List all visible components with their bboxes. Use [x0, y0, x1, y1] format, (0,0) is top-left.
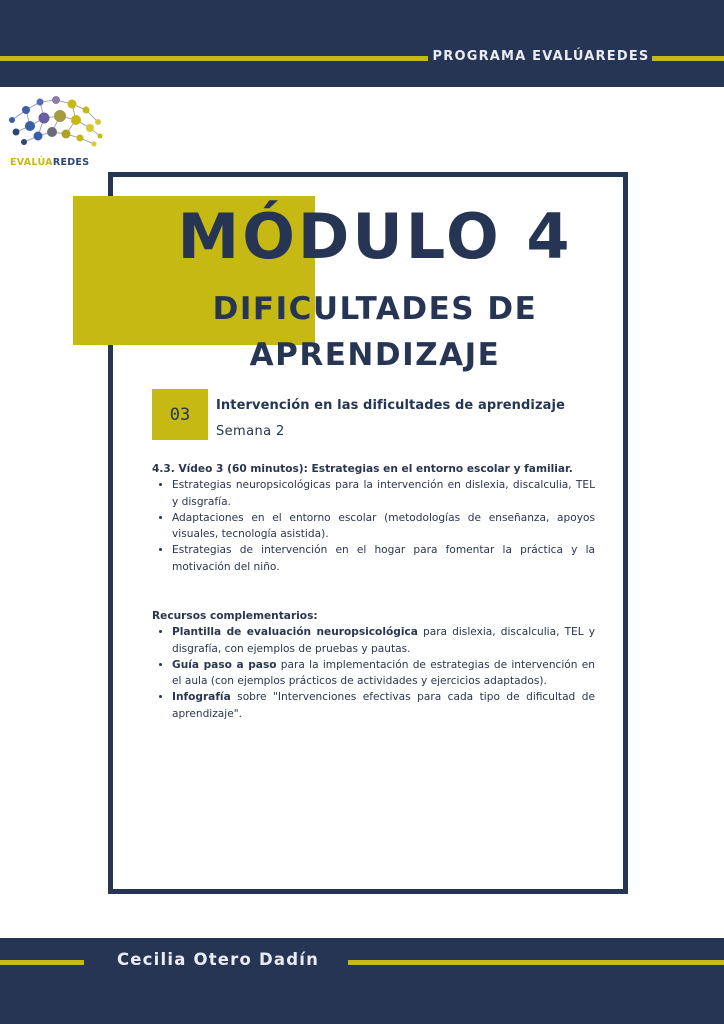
resource-description: para dislexia, discalculia, TEL y disgrafía, con ejemplos de pruebas y pautas.: [172, 626, 595, 655]
logo-text-evalua: EVALÚA: [10, 157, 53, 168]
module-title: MÓDULO 4: [177, 200, 573, 273]
resources-section: [152, 608, 595, 722]
header-band: [0, 0, 724, 87]
week-label: Semana 2: [216, 424, 285, 439]
logo: [4, 92, 106, 174]
resource-name: Infografía: [172, 691, 231, 704]
logo-text-redes: REDES: [52, 157, 90, 168]
list-item: [172, 624, 595, 657]
section-number: 03: [152, 389, 208, 440]
list-item: • Adaptaciones en el entorno escolar (metodologías de enseñanza, apoyos visuales, tecnología asistida).: [172, 510, 595, 543]
list-item: • Estrategias de intervención en el hogar para fomentar la práctica y la motivación del niño.: [172, 542, 595, 575]
video-list: [152, 477, 595, 575]
video-section: [152, 461, 595, 575]
resource-description: sobre "Intervenciones efectivas para cada tipo de dificultad de aprendizaje".: [172, 691, 595, 720]
network-nodes-icon: [4, 92, 106, 156]
program-title: PROGRAMA EVALÚAREDES: [432, 49, 650, 64]
resource-description: para la implementación de estrategias de intervención en el aula (con ejemplos prácticos de actividades y ejercicios adaptados).: [172, 658, 595, 688]
logo-wordmark: [10, 157, 89, 168]
module-subtitle-line1: DIFICULTADES DE: [212, 291, 538, 327]
header-accent-line-left: [0, 56, 428, 61]
list-item: [172, 657, 595, 690]
footer-accent-line-left: [0, 960, 84, 965]
author-name: Cecilia Otero Dadín: [116, 950, 320, 969]
resources-list: [152, 624, 595, 722]
resources-heading: Recursos complementarios:: [152, 610, 318, 622]
module-subtitle-line2: APRENDIZAJE: [249, 337, 501, 373]
header-accent-line-right: [652, 56, 724, 61]
list-item: [172, 689, 595, 722]
footer-accent-line-right: [348, 960, 724, 965]
section-title: Intervención en las dificultades de aprendizaje: [216, 398, 565, 413]
resource-name: Plantilla de evaluación neuropsicológica: [172, 626, 418, 639]
video-heading: 4.3. Vídeo 3 (60 minutos): Estrategias en el entorno escolar y familiar.: [152, 463, 573, 475]
list-item: • Estrategias neuropsicológicas para la intervención en dislexia, discalculia, TEL y disgrafía.: [172, 477, 595, 510]
resource-name: Guía paso a paso: [172, 658, 277, 671]
